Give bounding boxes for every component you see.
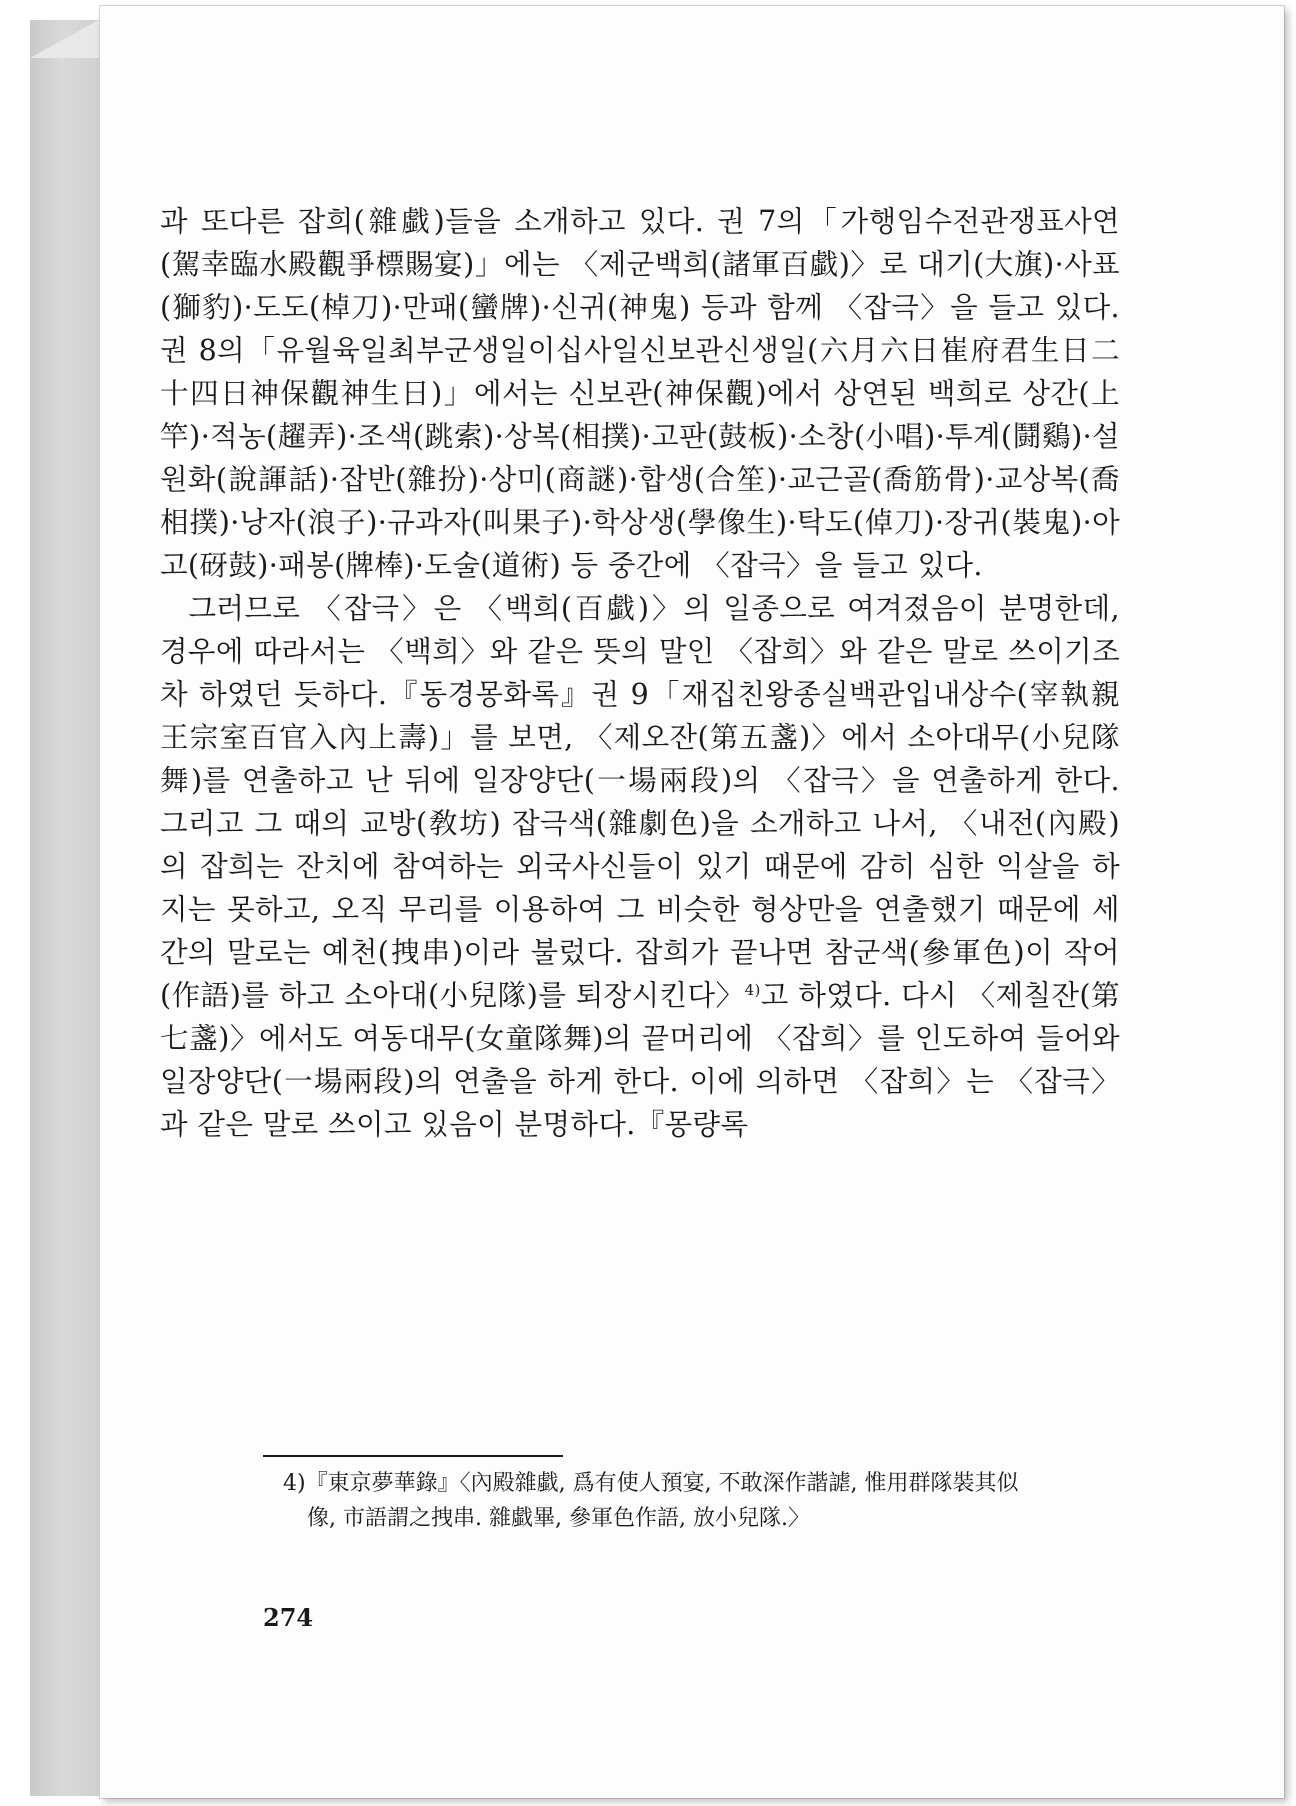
paragraph-2	[160, 587, 1120, 1146]
footnote	[283, 1466, 1128, 1536]
footnote-line-1: 4)『東京夢華錄』〈內殿雜戱, 爲有使人預宴, 不敢深作諧謔, 惟用群隊裝其似	[283, 1471, 1019, 1496]
footnote-divider	[263, 1455, 563, 1457]
footnote-line-2: 像, 市語謂之拽串. 雜戱畢, 參軍色作語, 放小兒隊.〉	[307, 1506, 810, 1531]
footnote-reference: 4)	[744, 981, 761, 999]
body-text	[160, 200, 1120, 1146]
book-spine	[30, 20, 103, 1796]
page-number: 274	[263, 1603, 314, 1632]
paragraph-2-text-b: 고 하였다. 다시 〈제칠잔(第七盞)〉에서도 여동대무(女童隊舞)의 끝머리에 〈잡희〉를 인도하여 들어와 일장양단(一場兩段)의 연출을 하게 한다. 이에 의하면 〈잡희〉는 〈잡극〉과 같은 말로 쓰이고 있음이 분명하다.『몽량록	[160, 979, 1120, 1141]
paragraph-2-text-a: 그러므로 〈잡극〉은 〈백희(百戱)〉의 일종으로 여겨졌음이 분명한데, 경우에 따라서는 〈백희〉와 같은 뜻의 말인 〈잡희〉와 같은 말로 쓰이기조차 하였던 듯하다.『동경몽화록』권 9「재집친왕종실백관입내상수(宰執親王宗室百官入內上壽)」를 보면, 〈제오잔(第五盞)〉에서 소아대무(小兒隊舞)를 연출하고 난 뒤에 일장양단(一場兩段)의 〈잡극〉을 연출하게 한다. 그리고 그 때의 교방(敎坊) 잡극색(雜劇色)을 소개하고 나서, 〈내전(內殿)의 잡희는 잔치에 참여하는 외국사신들이 있기 때문에 감히 심한 익살을 하지는 못하고, 오직 무리를 이용하여 그 비슷한 형상만을 연출했기 때문에 세간의 말로는 예천(拽串)이라 불렀다. 잡희가 끝나면 참군색(參軍色)이 작어(作語)를 하고 소아대(小兒隊)를 퇴장시킨다〉	[160, 592, 1120, 1012]
paragraph-1: 과 또다른 잡희(雜戱)들을 소개하고 있다. 권 7의「가행임수전관쟁표사연(駕幸臨水殿觀爭標賜宴)」에는 〈제군백희(諸軍百戱)〉로 대기(大旗)·사표(獅豹)·도도(棹刀)·만패(蠻牌)·신귀(神鬼) 등과 함께 〈잡극〉을 들고 있다. 권 8의「유월육일최부군생일이십사일신보관신생일(六月六日崔府君生日二十四日神保觀神生日)」에서는 신보관(神保觀)에서 상연된 백희로 상간(上竿)·적농(趯弄)·조색(跳索)·상복(相撲)·고판(鼓板)·소창(小唱)·투계(鬪鷄)·설원화(說諢話)·잡반(雜扮)·상미(商謎)·합생(合笙)·교근골(喬筋骨)·교상복(喬相撲)·낭자(浪子)·규과자(叫果子)·학상생(學像生)·탁도(倬刀)·장귀(裝鬼)·아고(砑鼓)·패봉(牌棒)·도술(道術) 등 중간에 〈잡극〉을 들고 있다.	[160, 205, 1120, 582]
